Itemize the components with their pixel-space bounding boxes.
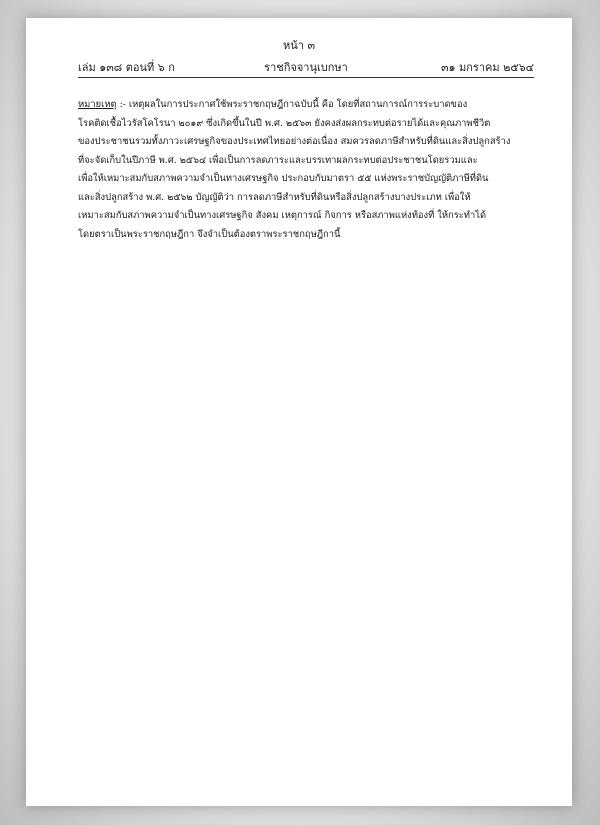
document-page xyxy=(26,18,572,806)
note-line: โดยตราเป็นพระราชกฤษฎีกา จึงจำเป็นต้องตราพระราชกฤษฎีกานี้ xyxy=(78,228,341,240)
note-line: หมายเหตุ :- เหตุผลในการประกาศใช้พระราชกฤษฎีกาฉบับนี้ คือ โดยที่สถานการณ์การระบาดของ xyxy=(78,99,468,110)
note-line: ของประชาชนรวมทั้งภาวะเศรษฐกิจของประเทศไทยอย่างต่อเนื่อง สมควรลดภาษีสำหรับที่ดินและสิ่งปลูกสร้าง xyxy=(78,136,511,147)
page-number: หน้า ๓ xyxy=(283,39,315,52)
note-separator: :- xyxy=(116,99,129,110)
header-divider xyxy=(78,77,534,78)
volume-issue: เล่ม ๑๓๘ ตอนที่ ๖ ก xyxy=(78,61,175,74)
note-line: โรคติดเชื้อไวรัสโคโรนา ๒๐๑๙ ซึ่งเกิดขึ้นในปี พ.ศ. ๒๕๖๓ ยังคงส่งผลกระทบต่อรายได้และคุณภาพชีวิต xyxy=(78,117,491,129)
note-label: หมายเหตุ xyxy=(78,99,117,110)
publication-title: ราชกิจจานุเบกษา xyxy=(264,61,348,74)
gazette-header xyxy=(78,58,534,76)
note-line: เหมาะสมกับสภาพความจำเป็นทางเศรษฐกิจ สังคม เหตุการณ์ กิจการ หรือสภาพแห่งท้องที่ ให้กระทำได้ xyxy=(78,210,487,221)
note-line: และสิ่งปลูกสร้าง พ.ศ. ๒๕๖๒ บัญญัติว่า การลดภาษีสำหรับที่ดินหรือสิ่งปลูกสร้างบางประเภท เพื่อให้ xyxy=(78,191,471,203)
publication-date: ๓๑ มกราคม ๒๕๖๔ xyxy=(441,61,534,74)
note-line: เพื่อให้เหมาะสมกับสภาพความจำเป็นทางเศรษฐกิจ ประกอบกับมาตรา ๕๕ แห่งพระราชบัญญัติภาษีที่ดิน xyxy=(78,173,489,184)
note-line: ที่จะจัดเก็บในปีภาษี พ.ศ. ๒๕๖๔ เพื่อเป็นการลดภาระและบรรเทาผลกระทบต่อประชาชนโดยรวมและ xyxy=(78,154,478,166)
note-paragraph xyxy=(78,96,532,244)
